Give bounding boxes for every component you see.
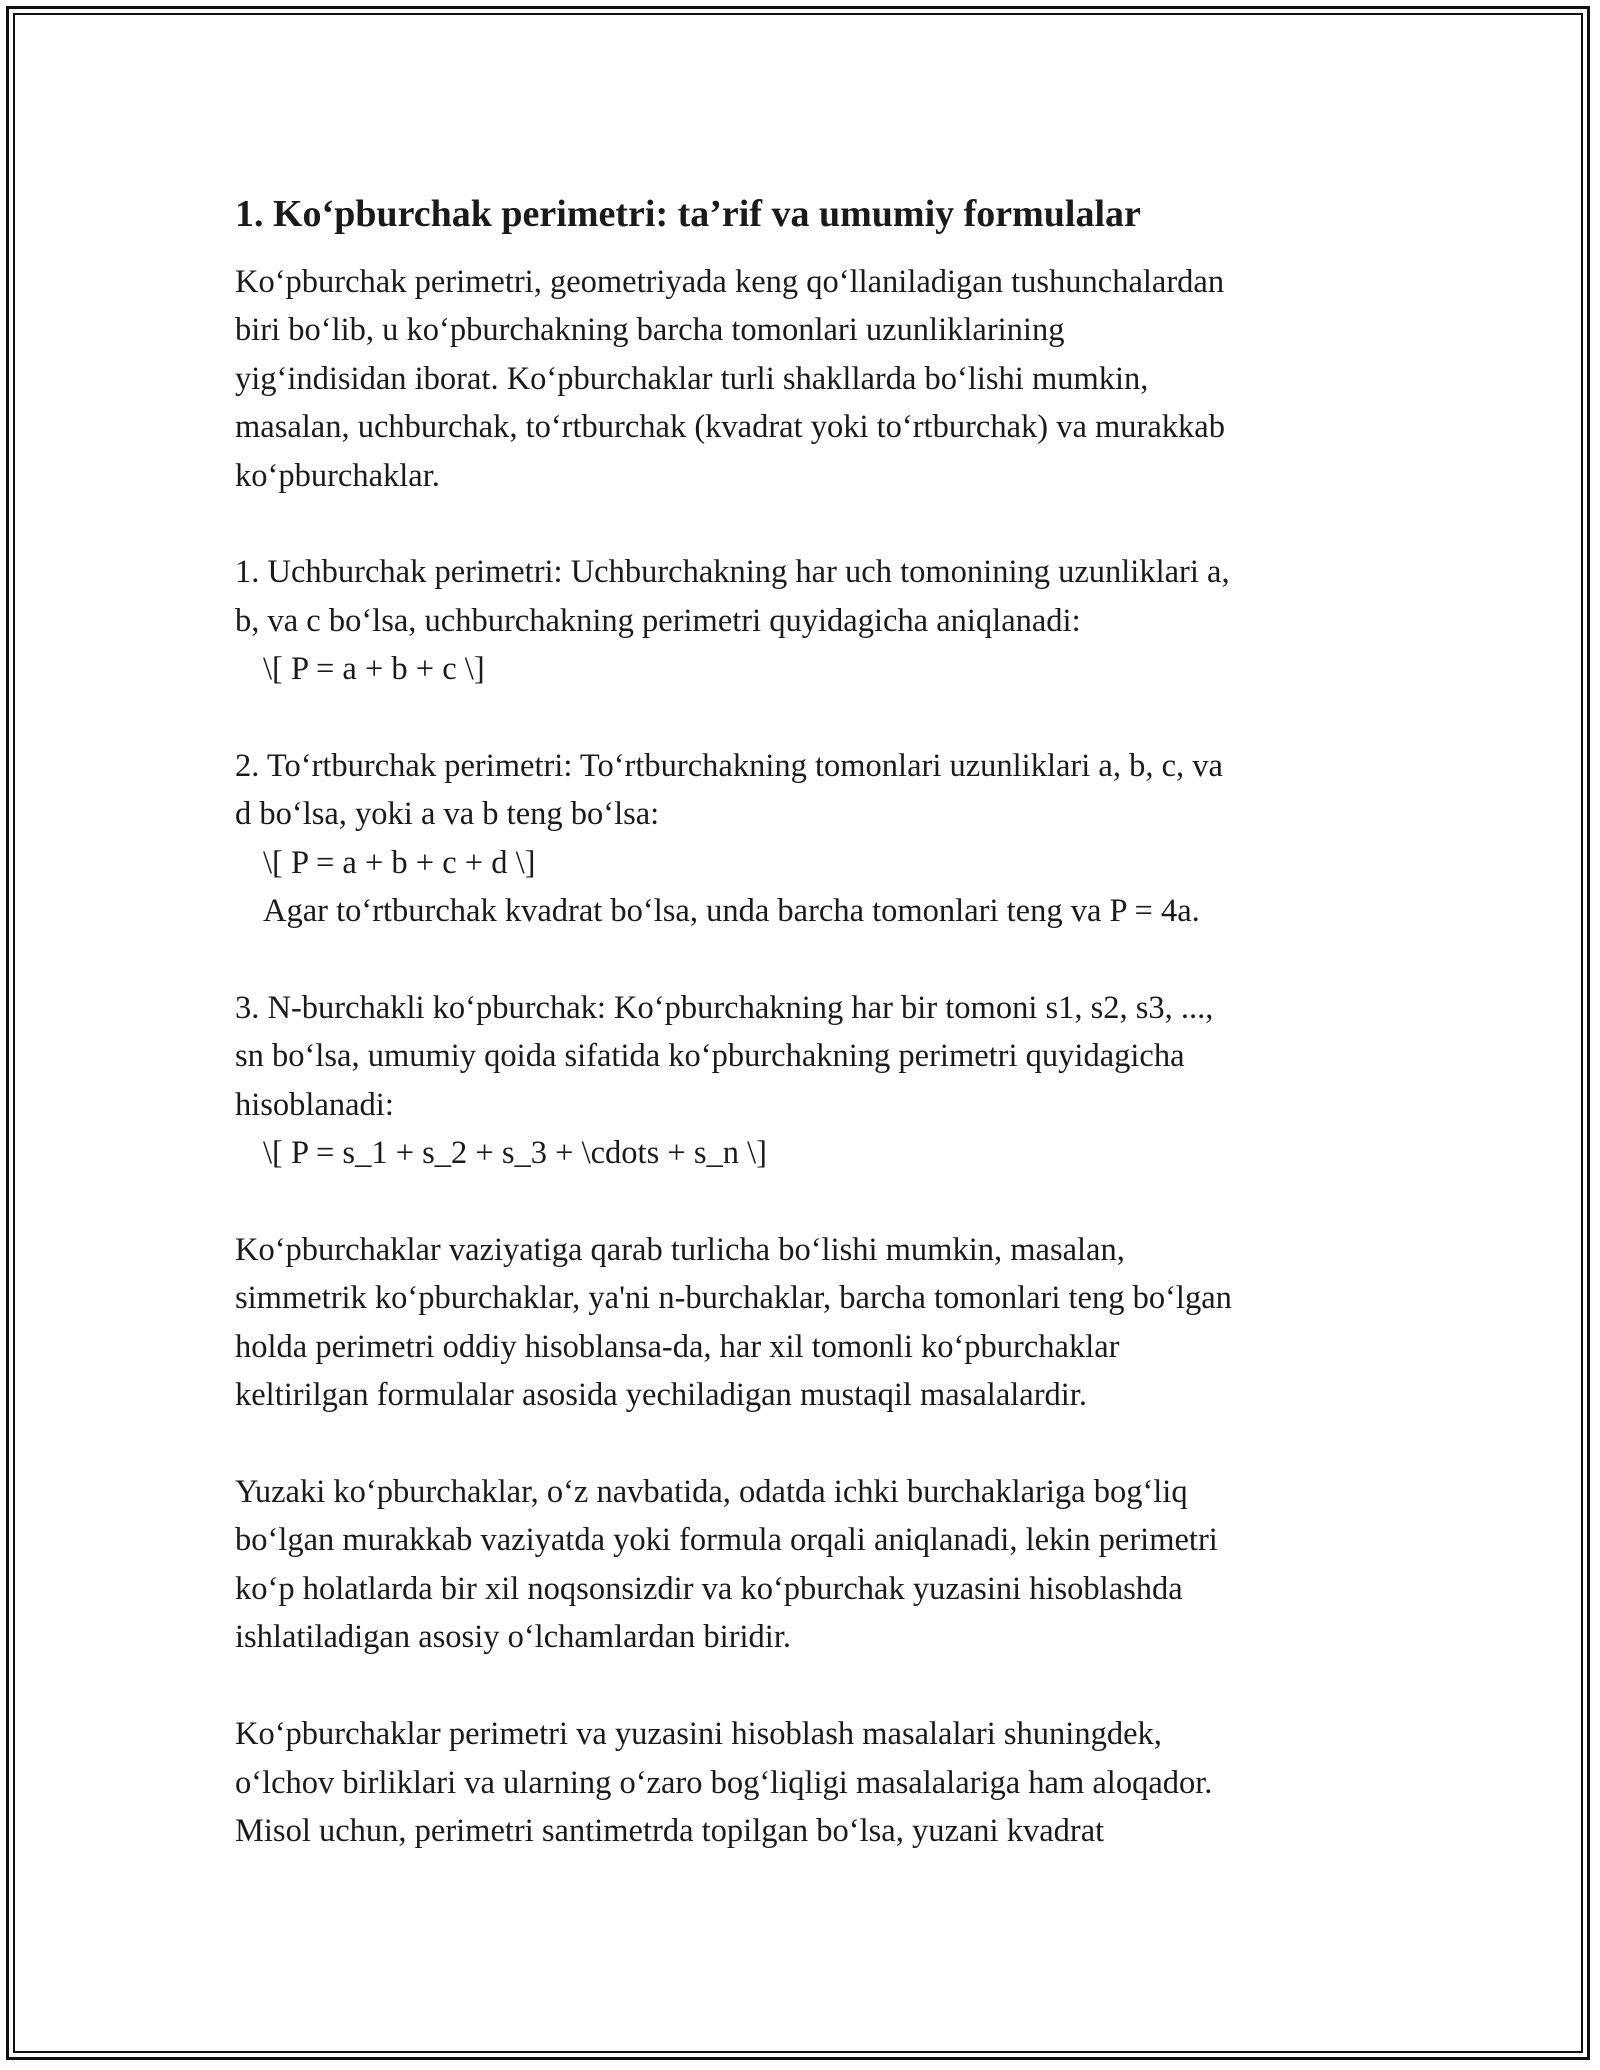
square-note: Agar to‘rtburchak kvadrat bo‘lsa, unda barcha tomonlari teng va P = 4a.	[263, 893, 1200, 930]
text-line: Misol uchun, perimetri santimetrda topilgan bo‘lsa, yuzani kvadrat	[235, 1812, 1105, 1849]
intro-paragraph	[235, 258, 1385, 500]
text-line: yig‘indisidan iborat. Ko‘pburchaklar turli shakllarda bo‘lishi mumkin,	[235, 360, 1149, 397]
text-line: 2. To‘rtburchak perimetri: To‘rtburchakning tomonlari uzunliklari a, b, c, va	[235, 748, 1223, 785]
text-line: 3. N-burchakli ko‘pburchak: Ko‘pburchakning har bir tomoni s1, s2, s3, ...,	[235, 990, 1214, 1027]
text-line: ko‘pburchaklar.	[235, 457, 440, 494]
formula-ngon: \[ P = s_1 + s_2 + s_3 + \cdots + s_n \]	[263, 1135, 767, 1172]
formula-quadrilateral: \[ P = a + b + c + d \]	[263, 844, 536, 881]
text-line: keltirilgan formulalar asosida yechiladigan mustaqil masalalardir.	[235, 1377, 1087, 1414]
text-line: b, va c bo‘lsa, uchburchakning perimetri quyidagicha aniqlanadi:	[235, 602, 1081, 639]
text-line: ko‘p holatlarda bir xil noqsonsizdir va ko‘pburchak yuzasini hisoblashda	[235, 1570, 1183, 1607]
text-line: Ko‘pburchaklar perimetri va yuzasini hisoblash masalalari shuningdek,	[235, 1716, 1162, 1753]
paragraph-units	[235, 1710, 1385, 1855]
text-line: d bo‘lsa, yoki a va b teng bo‘lsa:	[235, 796, 660, 833]
formula-triangle: \[ P = a + b + c \]	[263, 651, 485, 688]
text-line: Ko‘pburchak perimetri, geometriyada keng qo‘llaniladigan tushunchalardan	[235, 264, 1225, 300]
text-line: 1. Uchburchak perimetri: Uchburchakning har uch tomonining uzunliklari a,	[235, 554, 1230, 591]
text-line: o‘lchov birliklari va ularning o‘zaro bog‘liqligi masalalariga ham aloqador.	[235, 1764, 1213, 1801]
list-item-quadrilateral	[235, 742, 1385, 936]
text-line: bo‘lgan murakkab vaziyatda yoki formula orqali aniqlanadi, lekin perimetri	[235, 1522, 1218, 1559]
text-line: ishlatiladigan asosiy o‘lchamlardan biridir.	[235, 1619, 791, 1656]
paragraph-symmetric	[235, 1226, 1385, 1420]
text-line: Yuzaki ko‘pburchaklar, o‘z navbatida, odatda ichki burchaklariga bog‘liq	[235, 1474, 1188, 1511]
paragraph-area	[235, 1468, 1385, 1662]
section-title: 1. Ko‘pburchak perimetri: ta’rif va umumiy formulalar	[235, 193, 1141, 235]
text-line: holda perimetri oddiy hisoblansa-da, har xil tomonli ko‘pburchaklar	[235, 1328, 1120, 1365]
document-body	[235, 188, 1385, 1855]
text-line: simmetrik ko‘pburchaklar, ya'ni n-burchaklar, barcha tomonlari teng bo‘lgan	[235, 1280, 1232, 1317]
text-line: Ko‘pburchaklar vaziyatiga qarab turlicha bo‘lishi mumkin, masalan,	[235, 1232, 1125, 1269]
text-line: hisoblanadi:	[235, 1086, 394, 1123]
list-item-triangle	[235, 548, 1385, 693]
list-item-ngon	[235, 984, 1385, 1178]
text-line: masalan, uchburchak, to‘rtburchak (kvadrat yoki to‘rtburchak) va murakkab	[235, 409, 1225, 446]
text-line: sn bo‘lsa, umumiy qoida sifatida ko‘pburchakning perimetri quyidagicha	[235, 1038, 1185, 1075]
text-line: biri bo‘lib, u ko‘pburchakning barcha tomonlari uzunliklarining	[235, 312, 1065, 349]
